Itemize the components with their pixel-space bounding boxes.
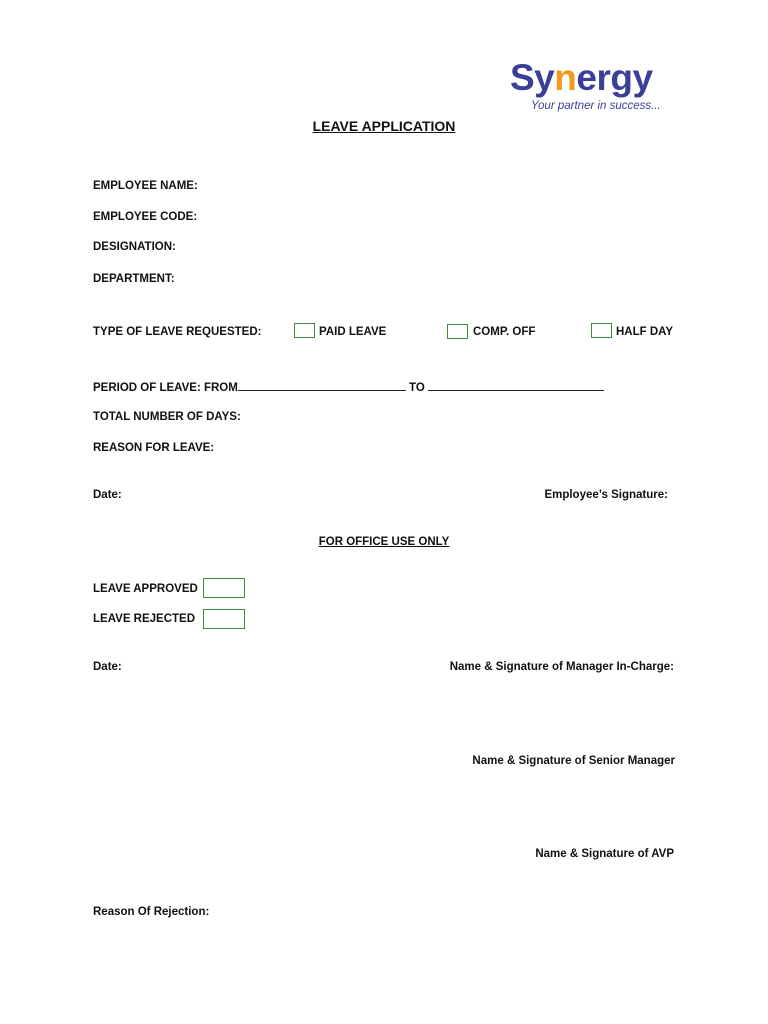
- reason-for-leave-label: REASON FOR LEAVE:: [93, 442, 215, 454]
- period-from-field[interactable]: [238, 379, 406, 391]
- logo-tagline: Your partner in success...: [531, 100, 661, 112]
- logo-brand-suffix: ergy: [576, 57, 653, 98]
- period-to-field[interactable]: [428, 379, 604, 391]
- paid-leave-option: PAID LEAVE: [319, 326, 387, 338]
- leave-approved-checkbox[interactable]: [203, 578, 245, 598]
- period-from-label: PERIOD OF LEAVE: FROM: [93, 382, 238, 394]
- logo-brand-highlight: n: [554, 57, 577, 98]
- reason-of-rejection-label: Reason Of Rejection:: [93, 906, 210, 918]
- employee-date-label: Date:: [93, 489, 122, 501]
- half-day-checkbox[interactable]: [591, 323, 612, 338]
- form-title: LEAVE APPLICATION: [312, 118, 456, 134]
- leave-approved-label: LEAVE APPROVED: [93, 583, 198, 595]
- leave-rejected-label: LEAVE REJECTED: [93, 613, 196, 625]
- period-to-label: TO: [409, 382, 425, 394]
- comp-off-option: COMP. OFF: [473, 326, 536, 338]
- department-label: DEPARTMENT:: [93, 273, 175, 285]
- paid-leave-checkbox[interactable]: [294, 323, 315, 338]
- logo-brand-prefix: Sy: [510, 57, 555, 98]
- office-use-heading: FOR OFFICE USE ONLY: [318, 536, 450, 548]
- half-day-option: HALF DAY: [616, 326, 674, 338]
- office-date-label: Date:: [93, 661, 122, 673]
- employee-signature-label: Employee’s Signature:: [544, 489, 668, 501]
- designation-label: DESIGNATION:: [93, 241, 176, 253]
- synergy-logo: [510, 58, 653, 98]
- leave-type-label: TYPE OF LEAVE REQUESTED:: [93, 326, 262, 338]
- employee-code-label: EMPLOYEE CODE:: [93, 211, 198, 223]
- senior-manager-signature-label: Name & Signature of Senior Manager: [472, 755, 675, 767]
- employee-name-label: EMPLOYEE NAME:: [93, 180, 198, 192]
- manager-signature-label: Name & Signature of Manager In-Charge:: [449, 661, 674, 673]
- period-of-leave-row: [93, 379, 604, 395]
- leave-rejected-checkbox[interactable]: [203, 609, 245, 629]
- avp-signature-label: Name & Signature of AVP: [535, 848, 674, 860]
- total-days-label: TOTAL NUMBER OF DAYS:: [93, 411, 241, 423]
- comp-off-checkbox[interactable]: [447, 324, 468, 339]
